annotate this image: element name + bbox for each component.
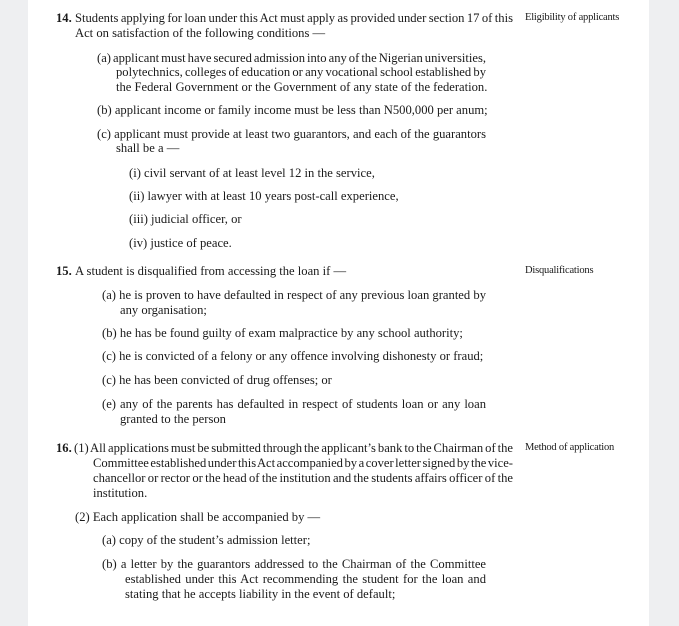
subsection-1: Committee established under this Act accompanied by a cover letter signed by the vice- <box>93 456 513 470</box>
section-number: 15. <box>56 264 72 278</box>
section-text: Students applying for loan under this Act must apply as provided under section 17 of this <box>75 11 513 25</box>
clause-a: any organisation; <box>120 303 207 317</box>
clause-a: (a) applicant must have secured admission into any of the Nigerian universities, <box>97 51 486 65</box>
clause-a: the Federal Government or the Government of any state of the federation. <box>116 80 488 94</box>
clause-b: stating that he accepts liability in the event of default; <box>125 587 396 601</box>
clause-b: established under this Act recommending the student for the loan and <box>125 572 486 586</box>
sub-clause-i: (i) civil servant of at least level 12 in the service, <box>129 166 375 180</box>
clause-e: (e) any of the parents has defaulted in respect of students loan or any loan <box>102 397 486 411</box>
clause-a: (a) he is proven to have defaulted in respect of any previous loan granted by <box>102 288 486 302</box>
sub-clause-iv: (iv) justice of peace. <box>129 236 232 250</box>
clause-b: (b) a letter by the guarantors addressed to the Chairman of the Committee <box>102 557 486 571</box>
clause-e: granted to the person <box>120 412 226 426</box>
clause-a: (a) copy of the student’s admission letter; <box>102 533 311 547</box>
clause-c: (c) applicant must provide at least two guarantors, and each of the guarantors <box>97 127 486 141</box>
section-number: 16. <box>56 441 72 455</box>
subsection-1: (1) All applications must be submitted through the applicant’s bank to the Chairman of the <box>74 441 514 455</box>
clause-b: (b) applicant income or family income must be less than N500,000 per anum; <box>97 103 488 117</box>
section-text: A student is disqualified from accessing the loan if — <box>75 264 347 278</box>
sub-clause-ii: (ii) lawyer with at least 10 years post-call experience, <box>129 189 399 203</box>
subsection-1: chancellor or rector or the head of the institution and the students affairs officer of the <box>93 471 513 485</box>
clause-b: (b) he has be found guilty of exam malpractice by any school authority; <box>102 326 463 340</box>
section-number: 14. <box>56 11 72 25</box>
subsection-2: (2) Each application shall be accompanied by — <box>75 510 321 524</box>
clause-c: (c) he is convicted of a felony or any offence involving dishonesty or fraud; <box>102 349 484 363</box>
margin-note: Disqualifications <box>525 265 594 276</box>
sub-clause-iii: (iii) judicial officer, or <box>129 212 242 226</box>
section-text: Act on satisfaction of the following conditions — <box>75 26 326 40</box>
clause-c: shall be a — <box>116 141 180 155</box>
subsection-1: institution. <box>93 486 148 500</box>
margin-note: Method of application <box>525 442 615 453</box>
clause-a: polytechnics, colleges of education or any vocational school established by <box>116 65 486 79</box>
clause-c2: (c) he has been convicted of drug offenses; or <box>102 373 332 387</box>
margin-note: Eligibility of applicants <box>525 12 620 23</box>
